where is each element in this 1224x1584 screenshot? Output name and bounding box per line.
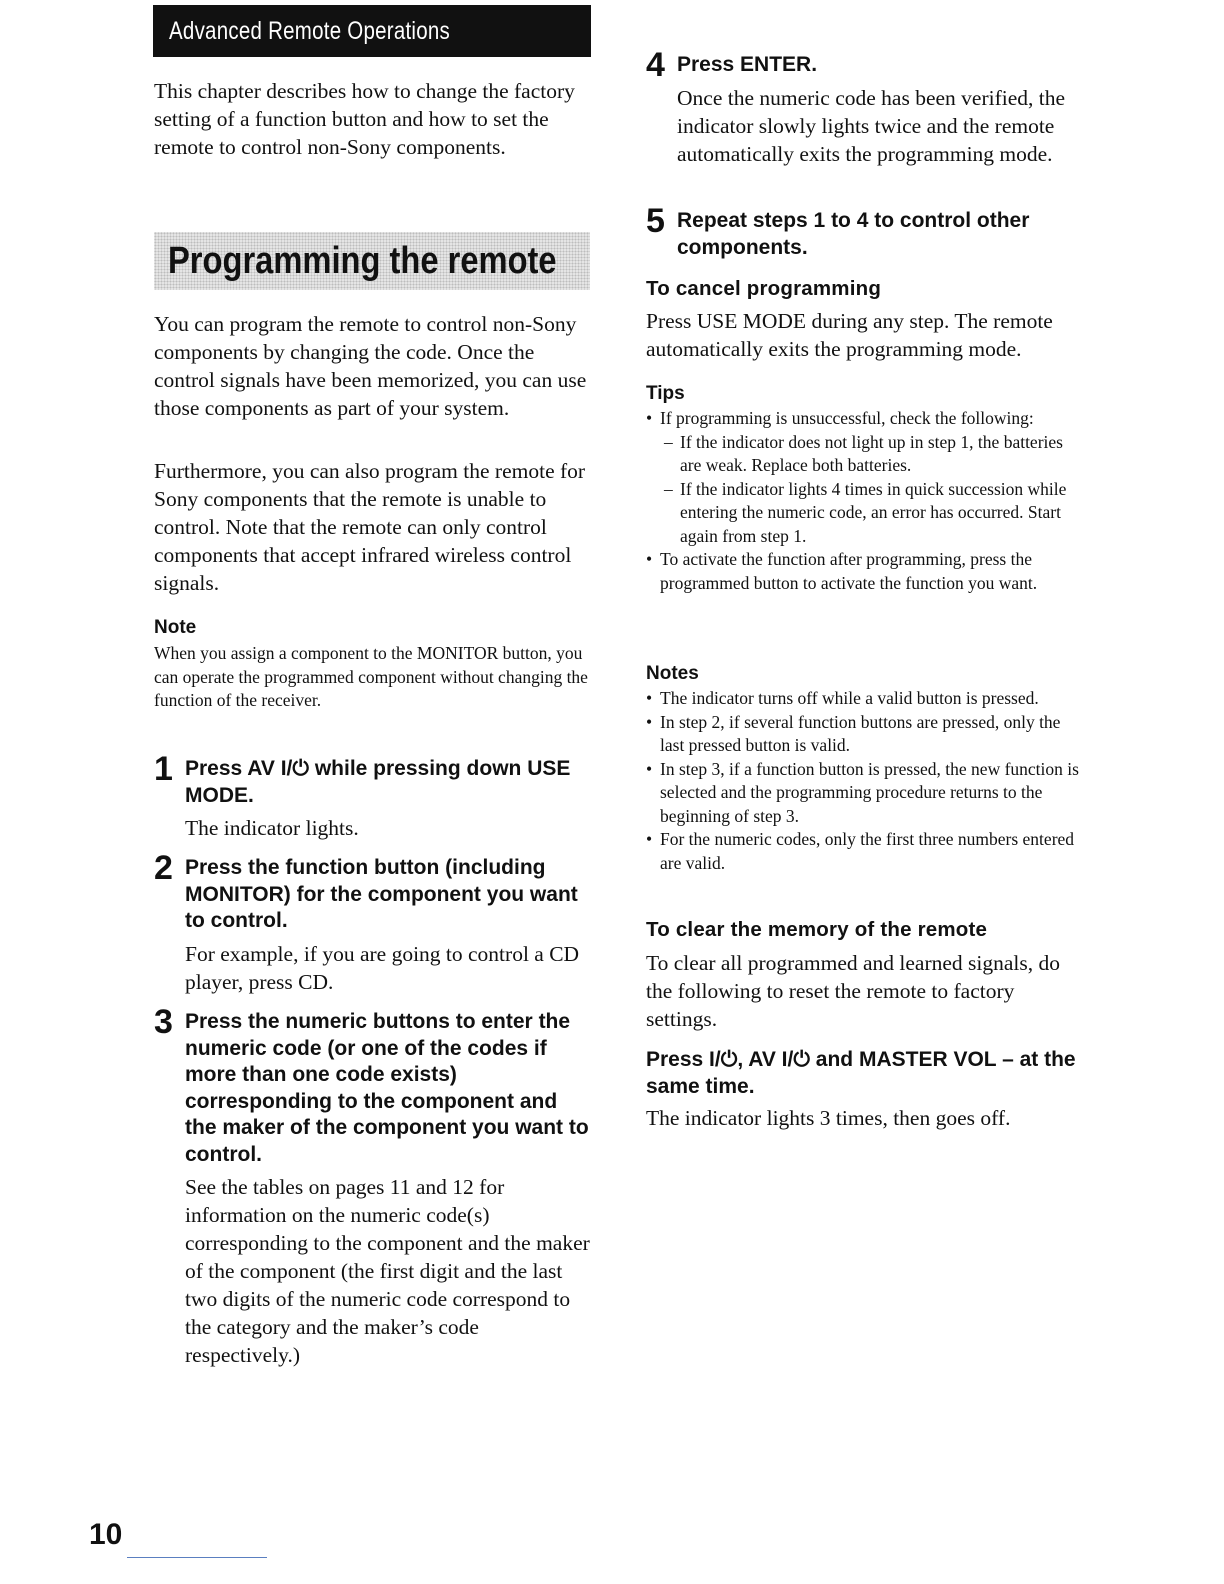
section-title xyxy=(154,232,590,290)
note-heading: Note xyxy=(154,617,197,638)
step-4 xyxy=(646,46,1086,168)
tips-sublist xyxy=(646,431,1086,549)
step-title: Press the function button (including MONITOR) for the component you want to control. xyxy=(185,856,578,932)
clear-memory-action: Press I/⏻, AV I/⏻ and MASTER VOL – at the same time. xyxy=(646,1048,1076,1098)
note-text: When you assign a component to the MONITOR button, you can operate the programmed component without changing the function of the receiver. xyxy=(154,643,588,710)
list-item: • For the numeric codes, only the first three numbers entered are valid. xyxy=(646,828,1086,875)
section-title-text: Programming the remote xyxy=(168,240,557,282)
notes-section xyxy=(646,663,1086,875)
list-item: • In step 3, if a function button is pressed, the new function is selected and the programming procedure returns to the beginning of step 3. xyxy=(646,758,1086,829)
cancel-text: Press USE MODE during any step. The remote automatically exits the programming mode. xyxy=(646,309,1053,361)
chapter-banner xyxy=(153,5,591,57)
clear-memory-section xyxy=(646,918,1086,1132)
page-number: 10 xyxy=(89,1518,123,1551)
intro-paragraph-2: Furthermore, you can also program the remote for Sony components that the remote is unable to control. Note that the remote can only control components that accept infrared wireless control signals. xyxy=(154,459,586,595)
tips-section xyxy=(646,383,1086,595)
step-title: Press AV I/⏻ while pressing down USE MODE. xyxy=(185,757,571,807)
list-item: – If the indicator does not light up in step 1, the batteries are weak. Replace both batteries. xyxy=(646,431,1086,478)
step-1 xyxy=(154,750,594,842)
notes-heading: Notes xyxy=(646,663,699,684)
step-2 xyxy=(154,849,594,996)
footer-rule xyxy=(127,1557,267,1558)
step-5 xyxy=(646,202,1086,261)
cancel-heading: To cancel programming xyxy=(646,277,882,300)
cancel-section xyxy=(646,277,1086,363)
step-number: 4 xyxy=(646,46,665,84)
step-body: See the tables on pages 11 and 12 for information on the numeric code(s) corresponding to the component and the maker of the component (the first digit and the last two digits of the numeric code correspond to the category and the maker’s code respectively.) xyxy=(185,1175,590,1367)
intro-paragraph-1: You can program the remote to control non-Sony components by changing the code. Once the control signals have been memorized, you can use those components as part of your system. xyxy=(154,312,587,420)
notes-list xyxy=(646,687,1086,875)
clear-memory-result: The indicator lights 3 times, then goes off. xyxy=(646,1106,1011,1130)
step-body: The indicator lights. xyxy=(185,816,359,840)
chapter-intro: This chapter describes how to change the factory setting of a function button and how to set the remote to control non-Sony components. xyxy=(154,79,575,159)
step-number: 1 xyxy=(154,750,173,788)
list-item: – If the indicator lights 4 times in quick succession while entering the numeric code, an error has occurred. Start again from step 1. xyxy=(646,478,1086,549)
tips-list xyxy=(646,407,1086,595)
step-title: Press the numeric buttons to enter the numeric code (or one of the codes if more than one code exists) corresponding to the component and the maker of the component you want to control. xyxy=(185,1010,589,1166)
step-number: 3 xyxy=(154,1003,173,1041)
list-item: • In step 2, if several function buttons are pressed, only the last pressed button is valid. xyxy=(646,711,1086,758)
step-3 xyxy=(154,1003,594,1369)
step-title: Repeat steps 1 to 4 to control other components. xyxy=(677,209,1030,259)
step-body: For example, if you are going to control a CD player, press CD. xyxy=(185,941,580,994)
step-title: Press ENTER. xyxy=(677,53,818,76)
chapter-banner-text: Advanced Remote Operations xyxy=(169,17,451,45)
step-number: 2 xyxy=(154,849,173,887)
step-body: Once the numeric code has been verified, the indicator slowly lights twice and the remote automatically exits the programming mode. xyxy=(677,85,1066,166)
clear-memory-text: To clear all programmed and learned signals, do the following to reset the remote to factory settings. xyxy=(646,951,1061,1031)
list-item: • The indicator turns off while a valid button is pressed. xyxy=(646,687,1086,711)
tips-heading: Tips xyxy=(646,383,685,404)
list-item xyxy=(646,407,1086,548)
tip-text: If programming is unsuccessful, check the following: xyxy=(660,408,1034,428)
clear-memory-heading: To clear the memory of the remote xyxy=(646,918,988,941)
list-item: • To activate the function after programming, press the programmed button to activate the function you want. xyxy=(646,548,1086,595)
step-number: 5 xyxy=(646,202,665,240)
